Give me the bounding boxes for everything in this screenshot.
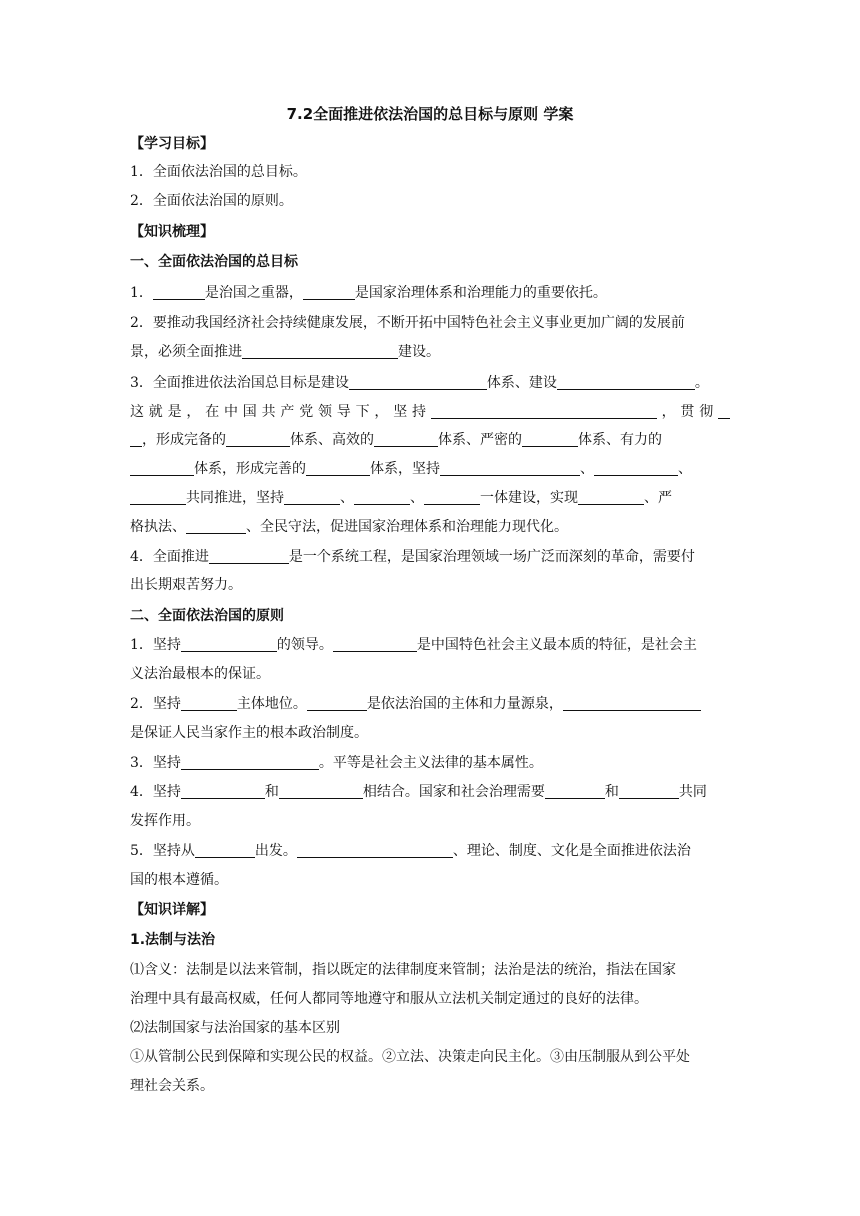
detail-3-line2: 理社会关系。 (130, 1078, 214, 1094)
fill-blank[interactable] (186, 519, 246, 534)
section-one-heading: 一、全面依法治国的总目标 (130, 254, 298, 270)
fill-blank[interactable] (440, 461, 580, 476)
fill-blank[interactable] (349, 375, 487, 390)
paragraph-2-4-line1: 4．坚持 和 相结合。国家和社会治理需要 和 共同 (130, 784, 707, 800)
fill-blank[interactable] (374, 432, 438, 447)
paragraph-2-3: 3．坚持 。平等是社会主义法律的基本属性。 (130, 755, 543, 771)
fill-blank[interactable] (718, 404, 730, 419)
learning-goals-heading: 【学习目标】 (130, 136, 214, 152)
paragraph-1-3-line1: 3．全面推进依法治国总目标是建设 体系、建设 。 (130, 375, 709, 391)
fill-blank[interactable] (619, 784, 679, 799)
fill-blank[interactable] (297, 843, 453, 858)
knowledge-review-heading: 【知识梳理】 (130, 224, 214, 240)
paragraph-2-5-line1: 5．坚持从 出发。 、理论、制度、文化是全面推进依法治 (130, 843, 691, 859)
fill-blank[interactable] (431, 404, 657, 419)
paragraph-1-3-line6: 格执法、 、全民守法，促进国家治理体系和治理能力现代化。 (130, 519, 568, 535)
paragraph-1-2-line2: 景，必须全面推进 建设。 (130, 344, 440, 360)
fill-blank[interactable] (354, 490, 410, 505)
detail-3-line1: ①从管制公民到保障和实现公民的权益。②立法、决策走向民主化。③由压制服从到公平处 (130, 1049, 690, 1065)
fill-blank[interactable] (195, 843, 255, 858)
fill-blank[interactable] (181, 784, 265, 799)
fill-blank[interactable] (181, 696, 237, 711)
fill-blank[interactable] (522, 432, 578, 447)
fill-blank[interactable] (181, 637, 277, 652)
detail-1-line2: 治理中具有最高权威，任何人都同等地遵守和服从立法机关制定通过的良好的法律。 (130, 991, 648, 1007)
paragraph-1-4-line2: 出长期艰苦努力。 (130, 577, 242, 593)
paragraph-2-2-line1: 2．坚持 主体地位。 是依法治国的主体和力量源泉， (130, 694, 730, 714)
fill-blank[interactable] (578, 490, 644, 505)
detail-1-line1: ⑴含义：法制是以法来管制，指以既定的法律制度来管制；法治是法的统治，指法在国家 (130, 962, 676, 978)
goal-item-1: 1．全面依法治国的总目标。 (130, 164, 307, 180)
fill-blank[interactable] (242, 344, 398, 359)
fill-blank[interactable] (424, 490, 480, 505)
detail-1-heading: 1.法制与法治 (130, 932, 216, 948)
fill-blank[interactable] (130, 490, 186, 505)
fill-blank[interactable] (307, 696, 367, 711)
paragraph-1-4-line1: 4．全面推进 是一个系统工程，是国家治理领域一场广泛而深刻的革命，需要付 (130, 549, 695, 565)
paragraph-2-4-line2: 发挥作用。 (130, 813, 200, 829)
fill-blank[interactable] (306, 461, 370, 476)
fill-blank[interactable] (545, 784, 605, 799)
paragraph-1-2-line1: 2．要推动我国经济社会持续健康发展，不断开拓中国特色社会主义事业更加广阔的发展前 (130, 315, 685, 331)
detail-2-line1: ⑵法制国家与法治国家的基本区别 (130, 1020, 340, 1036)
fill-blank[interactable] (209, 549, 289, 564)
section-two-heading: 二、全面依法治国的原则 (130, 608, 284, 624)
paragraph-2-5-line2: 国的根本遵循。 (130, 872, 228, 888)
paragraph-2-1-line1: 1．坚持 的领导。 是中国特色社会主义最本质的特征，是社会主 (130, 637, 697, 653)
paragraph-1-3-line2: 这就是，在中国共产党领导下，坚持 ，贯彻 (130, 402, 730, 422)
fill-blank[interactable] (563, 696, 701, 711)
fill-blank[interactable] (226, 432, 290, 447)
fill-blank[interactable] (181, 755, 319, 770)
fill-blank[interactable] (303, 285, 355, 300)
page-title: 7.2全面推进依法治国的总目标与原则 学案 (286, 105, 574, 123)
fill-blank[interactable] (153, 285, 205, 300)
paragraph-1-1: 1． 是治国之重器， 是国家治理体系和治理能力的重要依托。 (130, 285, 607, 301)
knowledge-detail-heading: 【知识详解】 (130, 902, 214, 918)
fill-blank[interactable] (557, 375, 695, 390)
fill-blank[interactable] (130, 461, 194, 476)
goal-item-2: 2．全面依法治国的原则。 (130, 193, 293, 209)
paragraph-2-2-line2: 是保证人民当家作主的根本政治制度。 (130, 725, 368, 741)
fill-blank[interactable] (333, 637, 417, 652)
paragraph-2-1-line2: 义法治最根本的保证。 (130, 666, 270, 682)
paragraph-1-3-line3: ，形成完备的 体系、高效的 体系、严密的 体系、有力的 (130, 430, 730, 450)
fill-blank[interactable] (279, 784, 363, 799)
fill-blank[interactable] (130, 432, 142, 447)
fill-blank[interactable] (594, 461, 678, 476)
paragraph-1-3-line5: 共同推进，坚持 、 、 一体建设，实现 、严 (130, 488, 730, 508)
paragraph-1-3-line4: 体系，形成完善的 体系，坚持 、 、 (130, 459, 730, 479)
fill-blank[interactable] (284, 490, 340, 505)
